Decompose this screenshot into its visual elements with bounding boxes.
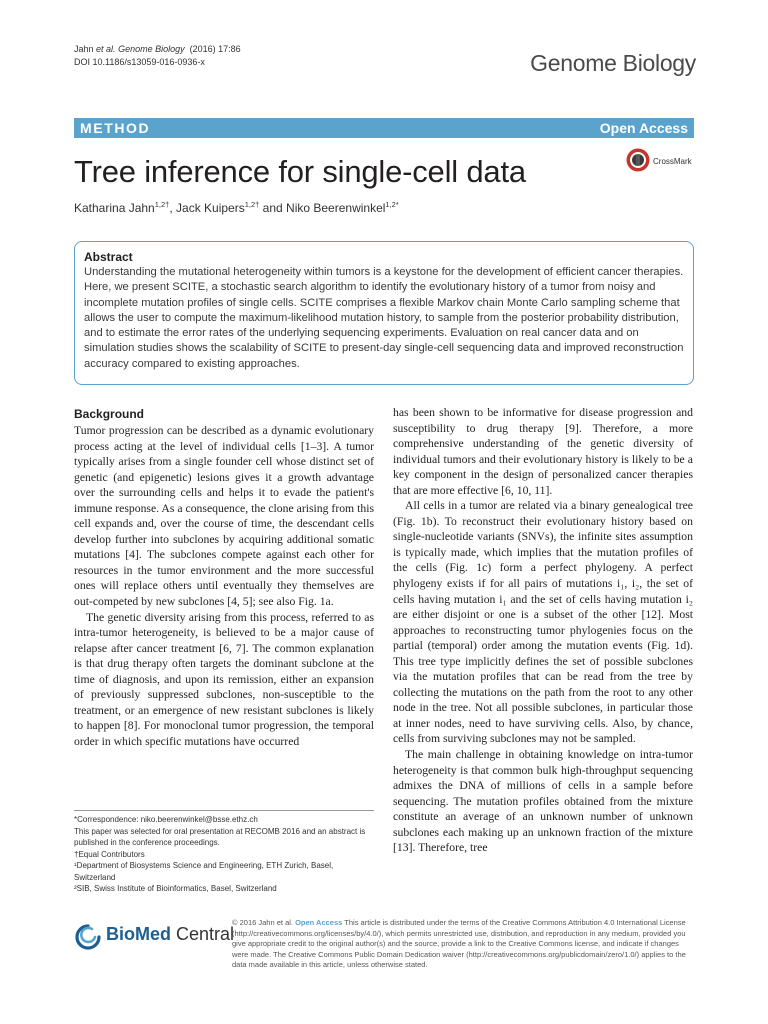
citation-etal: et al. bbox=[96, 44, 116, 54]
affiliation-1: ¹Department of Biosystems Science and Engineering, ETH Zurich, Basel, Switzerland bbox=[74, 861, 334, 882]
citation-year-pages: (2016) 17:86 bbox=[189, 44, 241, 54]
citation-line bbox=[74, 43, 241, 56]
article-type-label: METHOD bbox=[80, 120, 151, 136]
doi: DOI 10.1186/s13059-016-0936-x bbox=[74, 57, 205, 67]
citation-header bbox=[74, 43, 241, 69]
paragraph: The genetic diversity arising from this process, referred to as intra-tumor heterogeneity, is believed to be a major cause of relapse after cancer treatment [6, 7]. The common explanation is that drug therapy often targets the dominant subclone at the time of diagnosis, and upon its remission, either an expansion of previously suppressed subclones, non-susceptible to the treatment, or an emergence of new resistant subclones is likely to happen [8]. For monoclonal tumor progression, the temporal order in which specific mutations have occurred bbox=[74, 610, 374, 748]
author-affiliation: 1,2† bbox=[154, 200, 170, 209]
open-access-label: Open Access bbox=[599, 120, 688, 136]
paragraph: Tumor progression can be described as a dynamic evolutionary process acting at the level of individual cells [1–3]. A tumor typically arises from a single founder cell whose distinct set of genetic (and epigenetic) lesions gives it a growth advantage over the surrounding cells and helps it to evade the patient's immune response. As a consequence, the clone arising from this cell expands and, over the course of time, the descendant cells develop further into subclones by acquiring additional somatic mutations [4]. The subclones compete against each other for resources in the tumor environment and the more successful ones will replace others until eventually they themselves are out-competed by new subclones [4, 5]; see also Fig. 1a. bbox=[74, 424, 374, 609]
abstract-box bbox=[74, 241, 694, 385]
presentation-note: This paper was selected for oral presentation at RECOMB 2016 and an abstract is published in the conference proceedings. bbox=[74, 826, 366, 847]
author-affiliation: 1,2* bbox=[385, 200, 399, 209]
author-name[interactable]: Niko Beerenwinkel bbox=[286, 201, 386, 215]
license-open-access: Open Access bbox=[295, 918, 343, 927]
citation-authors: Jahn bbox=[74, 44, 97, 54]
biomed-central-logo-icon bbox=[74, 924, 102, 950]
affiliation-2: ²SIB, Swiss Institute of Bioinformatics, Basel, Switzerland bbox=[74, 884, 277, 893]
body-column-right bbox=[393, 405, 693, 856]
crossmark-label[interactable]: CrossMark bbox=[653, 157, 692, 166]
author-list bbox=[74, 200, 399, 215]
correspondence-note: *Correspondence: niko.beerenwinkel@bsse.ethz.ch bbox=[74, 815, 258, 824]
article-type-banner bbox=[74, 118, 694, 138]
author-affiliation: 1,2† bbox=[244, 200, 260, 209]
abstract-text: Understanding the mutational heterogeneity within tumors is a keystone for the development of efficient cancer therapies. Here, we present SCITE, a stochastic search algorithm to identify the evolutionary history of a tumor from noisy and incomplete mutation profiles of single cells. SCITE comprises a flexible Markov chain Monte Carlo sampling scheme that allows the user to compute the maximum-likelihood mutation history, to sample from the posterior probability distribution, and to estimate the error rates of the underlying sequencing experiments. Evaluation on real cancer data and on simulation studies shows the scalability of SCITE to present-day single-cell sequencing data and improved reconstruction accuracy compared to existing approaches. bbox=[84, 266, 684, 370]
paragraph: The main challenge in obtaining knowledge on intra-tumor heterogeneity is that common bulk high-throughput sequencing admixes the DNA of millions of cells in a sample before sequencing. The mutation profiles obtained from the mixture constitute an average of an unknown number of unknown subclones each making up an unknown fraction of the mixture [13]. Therefore, tree bbox=[393, 748, 693, 855]
journal-name: Genome Biology bbox=[530, 50, 696, 76]
author-name[interactable]: Jack Kuipers bbox=[176, 201, 245, 215]
article-title: Tree inference for single-cell data bbox=[74, 154, 526, 189]
citation-journal: Genome Biology bbox=[118, 44, 185, 54]
license-text bbox=[232, 918, 694, 971]
equal-contributors-note: †Equal Contributors bbox=[74, 849, 145, 859]
section-heading-background: Background bbox=[74, 407, 145, 421]
author-name[interactable]: Katharina Jahn bbox=[74, 201, 155, 215]
paragraph: has been shown to be informative for disease progression and susceptibility to drug therapy [9]. Therefore, a more comprehensive understanding of the genetic diversity of individual tumors and their evolutionary history is likely to be a key component in the design of personalized cancer therapies that are more effective [6, 10, 11]. bbox=[393, 406, 693, 497]
crossmark-icon[interactable] bbox=[626, 148, 650, 172]
publisher-rest: Central bbox=[171, 924, 235, 944]
footnotes bbox=[74, 810, 374, 895]
publisher-name bbox=[106, 924, 234, 945]
author-separator: and bbox=[259, 201, 287, 215]
body-column-left bbox=[74, 405, 374, 749]
publisher-bold: BioMed bbox=[106, 924, 171, 944]
abstract-heading: Abstract bbox=[84, 250, 133, 264]
paragraph: All cells in a tumor are related via a binary genealogical tree (Fig. 1b). To reconstruct their evolutionary history based on single-nucleotide variants (SNVs), the infinite sites assumption is typically made, which implies that the mutation profiles of the cells (Fig. 1c) form a perfect phylogeny. A perfect phylogeny exists if for all pairs of mutations i₁, i₂, the set of cells having mutation i₁ and the set of cells having mutation i₂ are either disjoint or one is a subset of the other [12]. Most approaches to reconstructing tumor phylogenies focus on the partial (temporal) order among the mutation events (Fig. 1d). This tree type implicitly defines the set of possible subclones via the mutation profiles that can be read from the tree by collecting the mutations on the path from the root to any other node in the tree. Not all possible subclones, in particular those at inner nodes, need to have surviving cells. Also, by chance, cells from surviving subclones may not be sampled. bbox=[393, 499, 693, 746]
author-separator: , bbox=[169, 201, 177, 215]
license-prefix: © 2016 Jahn et al. bbox=[232, 918, 296, 927]
license-body: This article is distributed under the terms of the Creative Commons Attribution 4.0 International License (http://creativecommons.org/licenses/by/4.0/), which permits unrestricted use, distribution, and reproduction in any medium, provided you give appropriate credit to the original author(s) and the source, provide a link to the Creative Commons license, and indicate if changes were made. The Creative Commons Public Domain Dedication waiver (http://creativecommons.org/publicdomain/zero/1.0/) applies to the data made available in this article, unless otherwise stated. bbox=[232, 918, 686, 969]
